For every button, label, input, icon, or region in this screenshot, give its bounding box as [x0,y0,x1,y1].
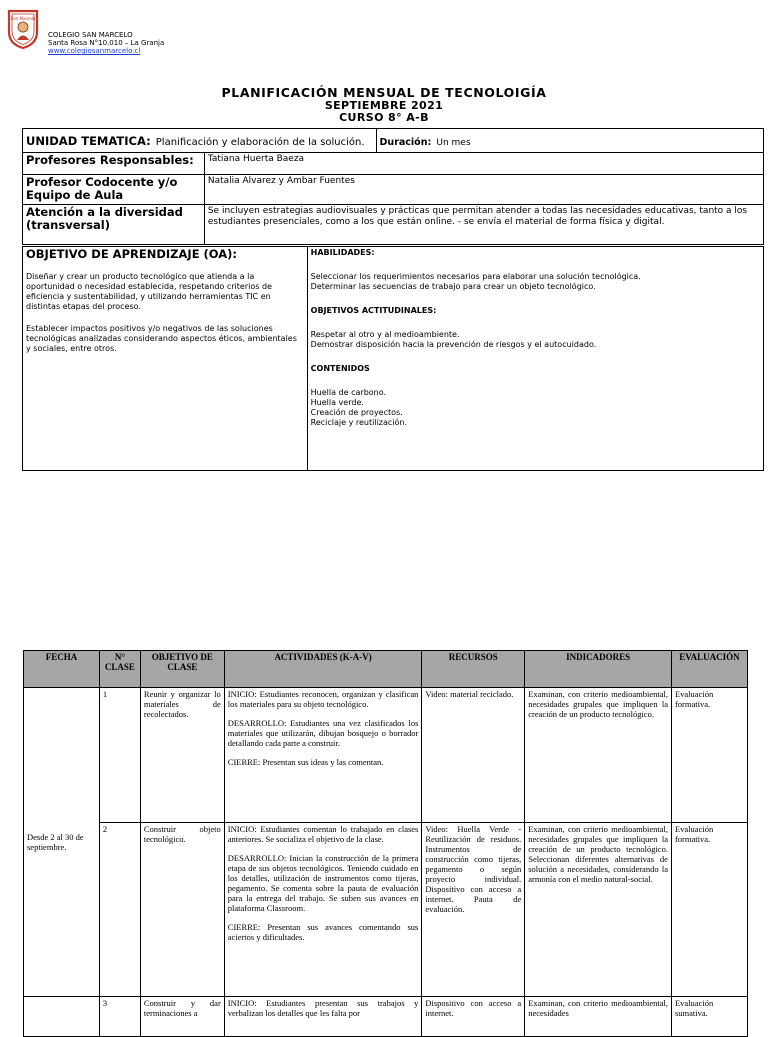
profesores-label: Profesores Responsables: [23,153,205,175]
evaluacion-cell: Evaluación formativa. [671,823,747,997]
page-title: PLANIFICACIÓN MENSUAL DE TECNOLOIGÍA [221,85,547,100]
recursos-cell: Dispositivo con acceso a internet. [422,997,525,1037]
header-objetivo: OBJETIVO DE CLASE [140,651,224,688]
oa-text-2: Establecer impactos positivos y/o negativos de las soluciones tecnológicas analizadas considerando aspectos éticos, ambientales y sociales, entre otros. [26,324,297,353]
unidad-cell [23,129,377,153]
school-info [48,31,164,55]
objetivo-clase: Construir y dar terminaciones a [140,997,224,1037]
actividad-inicio: INICIO: Estudiantes comentan lo trabajado en clases anteriores. Se socializa el objetivo de la clase. [227,824,419,844]
profesores-row [23,153,764,175]
skills-cell [307,247,763,471]
clase-num: 1 [99,688,140,823]
duracion-cell [376,129,763,153]
header-indicadores: INDICADORES [525,651,672,688]
clase-num: 2 [99,823,140,997]
unidad-value: Planificación y elaboración de la solución. [155,137,365,148]
actitudinales-title: OBJETIVOS ACTITUDINALES: [310,306,437,315]
codocente-row [23,175,764,205]
diversidad-row [23,205,764,245]
recursos-cell: Video: Huella Verde - Reutilización de residuos. Instrumentos de construcción como tijeras, pegamento o según proyecto individual. Dispositivo con acceso a internet. Pauta de evaluación. [422,823,525,997]
school-crest-icon [6,8,40,50]
indicadores-cell: Examinan, con criterio medioambiental, necesidades grupales que impliquen la creación de un producto tecnológico. Seleccionan diferentes alternativas de solución a necesidades, considerando la armonía con el medio natural-social. [525,823,672,997]
recursos-cell: Video: material reciclado. [422,688,525,823]
class-plan-table [23,650,748,1037]
school-address: Santa Rosa N°10.010 – La Granja [48,39,165,47]
table-row [24,997,748,1037]
header-actividades: ACTIVIDADES (K-A-V) [224,651,422,688]
evaluacion-cell: Evaluación formativa. [671,688,747,823]
table-row [24,823,748,997]
plan-header-row [24,651,748,688]
document-titles [0,86,768,124]
logo-text: San Marcelo [10,16,36,21]
objectives-table [22,246,764,471]
actividad-cierre: CIERRE: Presentan sus avances comentando sus aciertos y dificultades. [227,922,419,942]
month-title: SEPTIEMBRE 2021 [324,99,444,112]
table-row [24,688,748,823]
header-clase: N° CLASE [99,651,140,688]
contenido-item: Reciclaje y reutilización. [310,418,408,427]
profesores-value: Tatiana Huerta Baeza [204,153,763,175]
actitudinal-item: Demostrar disposición hacia la prevención de riesgos y el autocuidado. [310,340,597,349]
actividades-cell [224,688,422,823]
codocente-label: Profesor Codocente y/o Equipo de Aula [23,175,205,205]
unidad-row [23,129,764,153]
fecha-cell-empty [24,997,100,1037]
habilidad-item: Determinar las secuencias de trabajo para crear un objeto tecnológico. [310,282,596,291]
evaluacion-cell: Evaluación sumativa. [671,997,747,1037]
actividades-cell [224,823,422,997]
actividad-inicio: INICIO: Estudiantes reconocen, organizan y clasifican los materiales para su objeto tecnológico. [227,689,419,709]
contenidos-title: CONTENIDOS [310,364,370,373]
actividad-inicio: INICIO: Estudiantes presentan sus trabajos y verbalizan los detalles que les falta por [224,997,422,1037]
codocente-value: Natalia Alvarez y Ambar Fuentes [204,175,763,205]
duracion-value: Un mes [436,138,471,148]
habilidad-item: Seleccionar los requerimientos necesarios para elaborar una solución tecnológica. [310,272,641,281]
course-title: CURSO 8° A-B [339,111,429,124]
fecha-cell: Desde 2 al 30 de septiembre. [24,688,100,997]
header-fecha: FECHA [24,651,100,688]
actitudinal-item: Respetar al otro y al medioambiente. [310,330,460,339]
actividad-desarrollo: DESARROLLO: Inician la construcción de la primera etapa de sus objetos tecnológicos. Teniendo cuidado en los detalles, utilización de instrumentos como tijeras, pegamento. Se comenta sobre la pauta de evaluación para la entrega del trabajo. Se suben sus avances en plataforma Classroom. [227,853,419,913]
unit-info-table [22,128,764,245]
actividad-desarrollo: DESARROLLO: Estudiantes una vez clasificados los materiales que utilizarán, dibujan bosquejo o borrador detallando cada parte a construir. [227,718,419,748]
oa-title: OBJETIVO DE APRENDIZAJE (OA): [26,247,238,261]
school-header [6,8,164,55]
actividad-cierre: CIERRE: Presentan sus ideas y las comentan. [227,757,384,767]
school-website-link[interactable]: www.colegiosanmarcelo.cl [48,47,141,55]
habilidades-title: HABILIDADES: [310,248,375,257]
oa-cell [23,247,308,471]
objetivo-clase: Construir objeto tecnológico. [140,823,224,997]
contenido-item: Creación de proyectos. [310,408,403,417]
header-recursos: RECURSOS [422,651,525,688]
indicadores-cell: Examinan, con criterio medioambiental, necesidades [525,997,672,1037]
duracion-label: Duración: [379,137,432,148]
clase-num: 3 [99,997,140,1037]
diversidad-label: Atención a la diversidad (transversal) [23,205,205,245]
contenido-item: Huella verde. [310,398,364,407]
unidad-label: UNIDAD TEMATICA: [26,134,151,148]
school-name: COLEGIO SAN MARCELO [48,31,133,39]
contenido-item: Huella de carbono. [310,388,387,397]
indicadores-cell: Examinan, con criterio medioambiental, necesidades grupales que impliquen la creación de un producto tecnológico. [525,688,672,823]
objetivo-clase: Reunir y organizar lo materiales de recolectados. [140,688,224,823]
header-evaluacion: EVALUACIÓN [671,651,747,688]
oa-text-1: Diseñar y crear un producto tecnológico que atienda a la oportunidad o necesidad establecida, respetando criterios de eficiencia y sustentabilidad, y utilizando herramientas TIC en distintas etapas del proceso. [26,272,272,311]
diversidad-value: Se incluyen estrategias audiovisuales y prácticas que permitan atender a todas las necesidades educativas, tanto a los estudiantes presenciales, como a los que están online. - se envía el material de forma física y digital. [204,205,763,245]
